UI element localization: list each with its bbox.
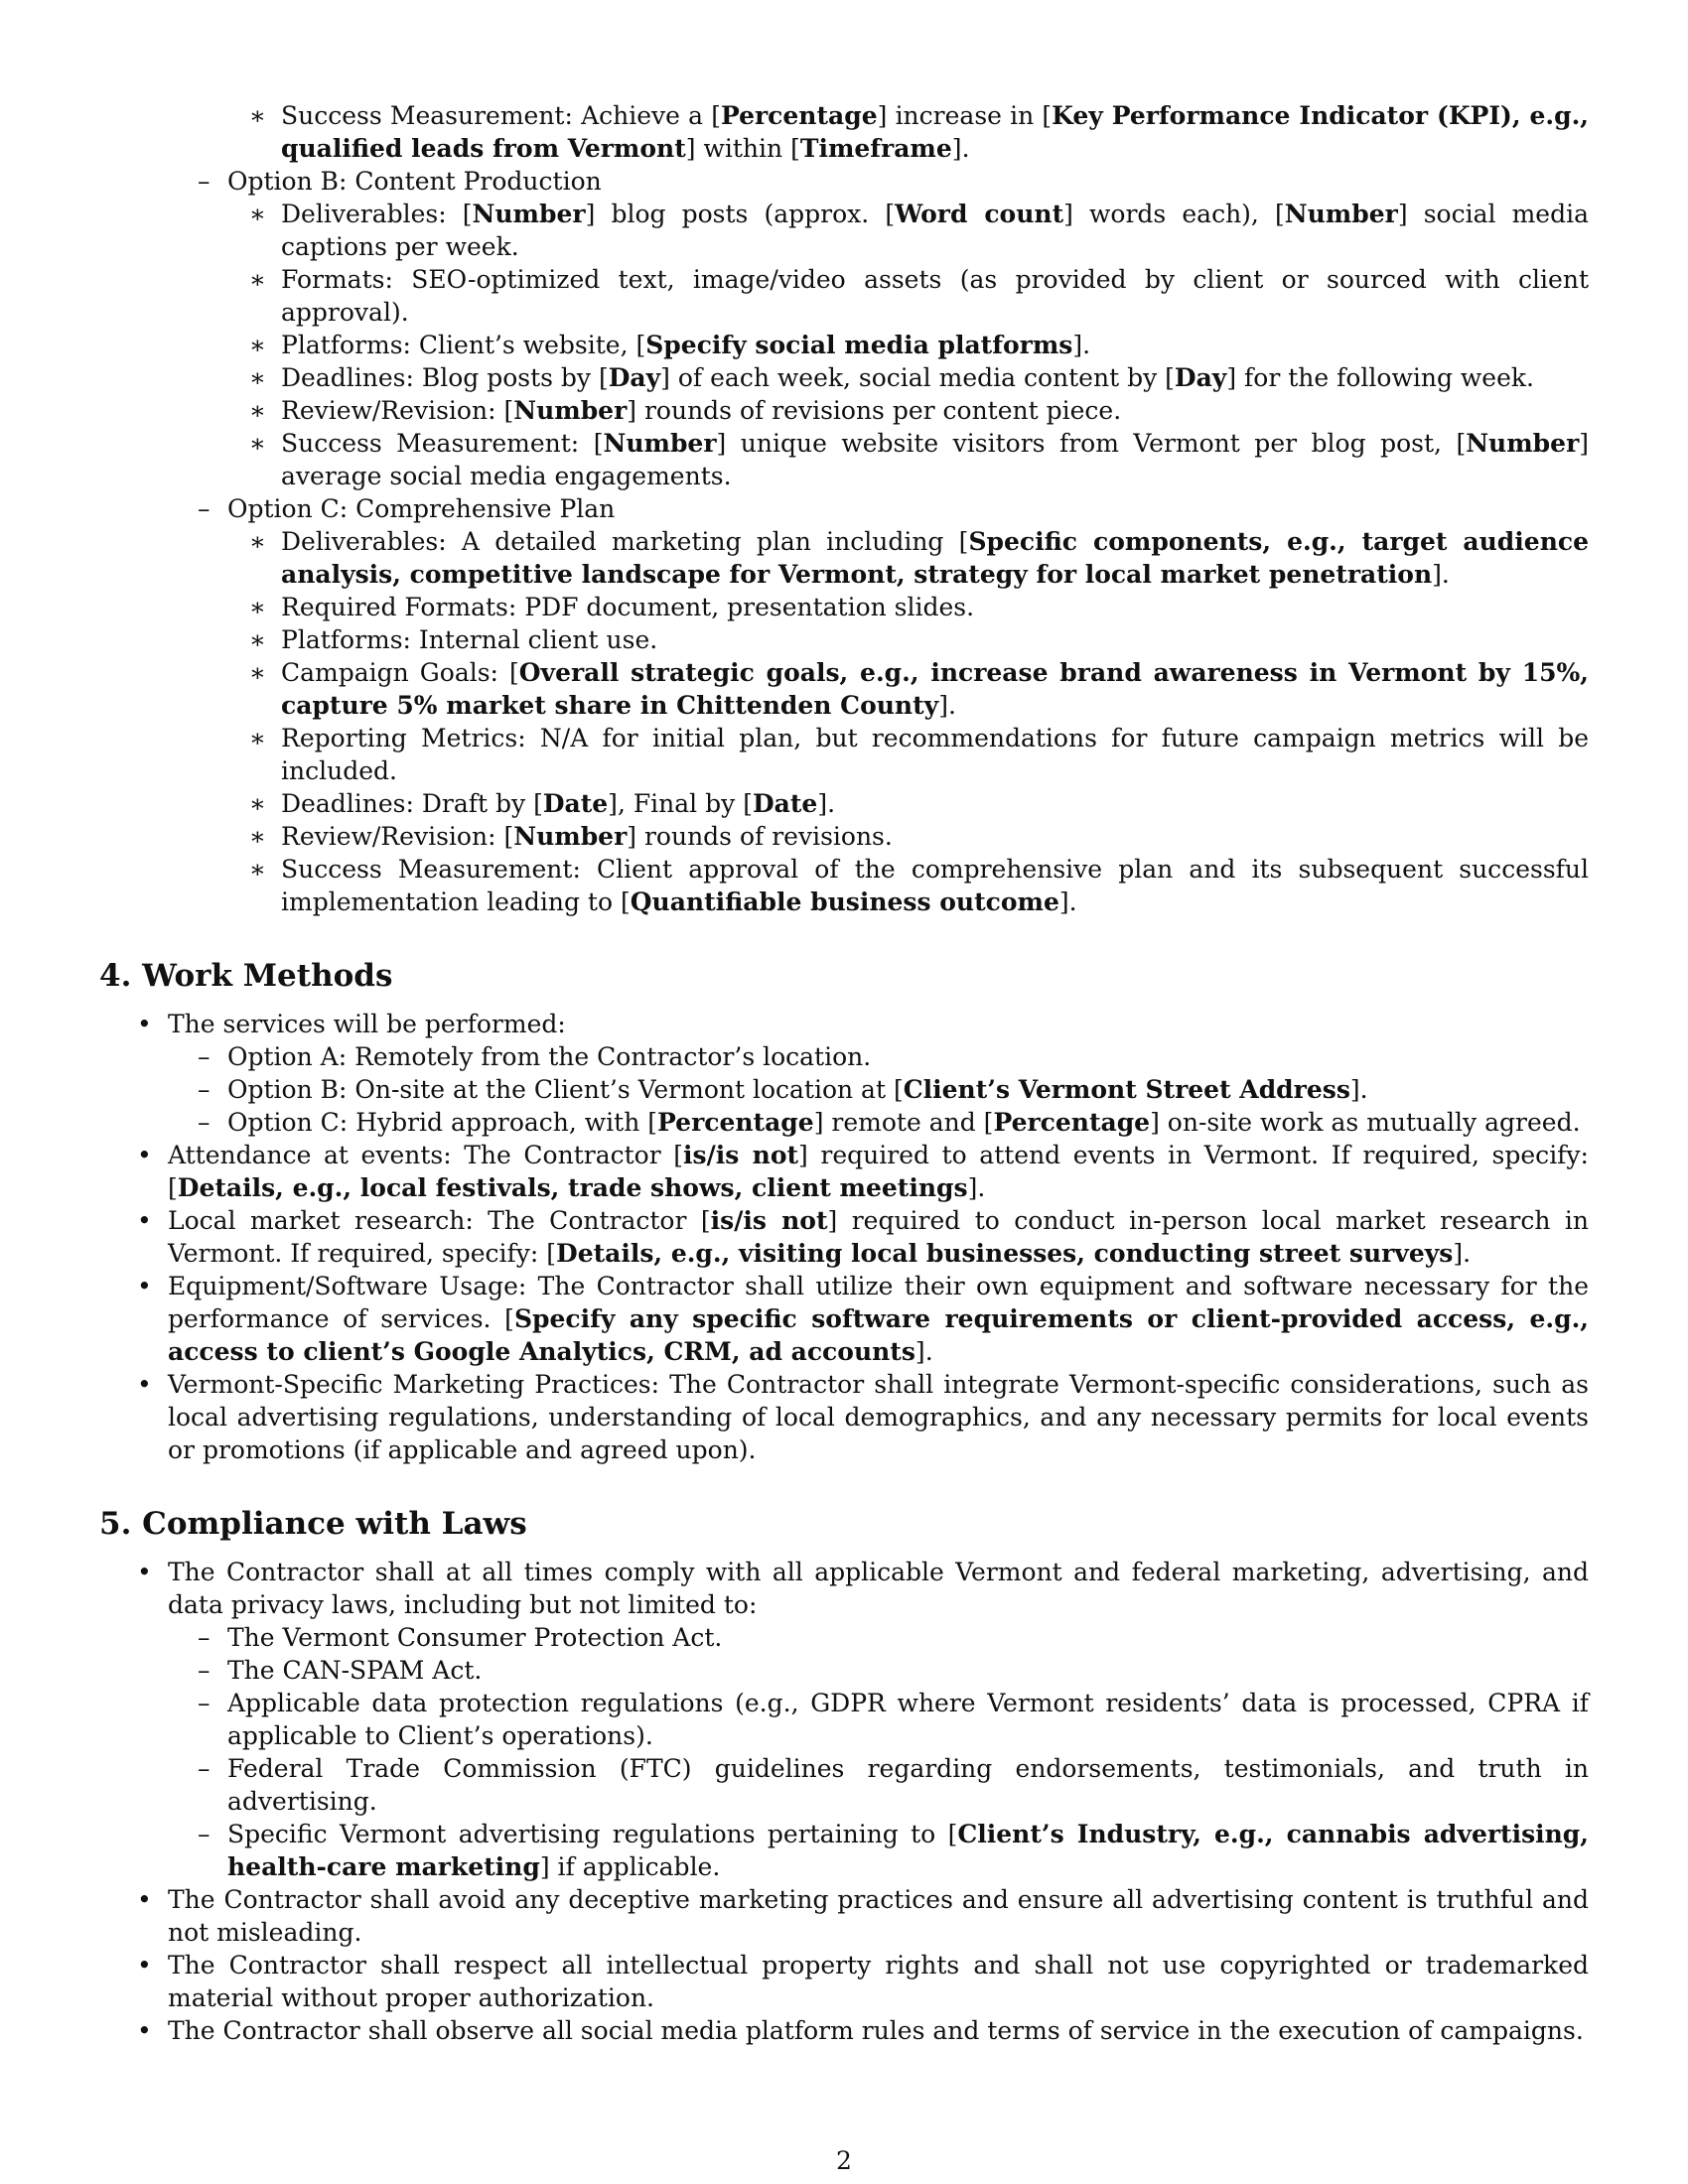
star-marker: ∗ <box>249 429 266 458</box>
placeholder-field: Specify any specific software requirements or client-provided access, e.g., access to client’s Google Analytics, CRM, ad accounts <box>168 1304 1589 1366</box>
bullet-marker: • <box>137 1951 152 1979</box>
placeholder-field: is/is not <box>683 1141 799 1169</box>
placeholder-field: Percentage <box>657 1108 814 1137</box>
placeholder-field: Percentage <box>720 101 878 130</box>
list-item: – Option B: On-site at the Client’s Vermont location at [Client’s Vermont Street Address]. <box>198 1075 1368 1104</box>
option-c-title: – Option C: Comprehensive Plan <box>198 494 616 523</box>
bullet-marker: • <box>137 1885 152 1914</box>
list-item: ∗ Deliverables: A detailed marketing plan including [Specific components, e.g., target audience analysis, competitive landscape for Vermont, strategy for local market penetration]. <box>249 527 1589 589</box>
placeholder-field: Day <box>608 363 661 392</box>
list-item: ∗ Platforms: Client’s website, [Specify social media platforms]. <box>249 331 1091 359</box>
dash-marker: – <box>198 1754 211 1783</box>
star-marker: ∗ <box>249 265 266 294</box>
placeholder-field: Percentage <box>993 1108 1151 1137</box>
placeholder-field: Word count <box>895 200 1064 228</box>
list-item: – Applicable data protection regulations (e.g., GDPR where Vermont residents’ data is processed, CPRA if applicable to Client’s operations). <box>198 1689 1589 1750</box>
placeholder-field: Number <box>603 429 717 458</box>
placeholder-field: Details, e.g., local festivals, trade shows, client meetings <box>177 1173 968 1202</box>
bullet-marker: • <box>137 1558 152 1586</box>
list-item: ∗ Campaign Goals: [Overall strategic goals, e.g., increase brand awareness in Vermont by 15%, capture 5% market share in Chittenden County]. <box>249 658 1589 720</box>
dash-marker: – <box>198 1623 211 1652</box>
work-location-options <box>99 1040 1589 1139</box>
list-item: ∗ Deliverables: [Number] blog posts (approx. [Word count] words each), [Number] social media captions per week. <box>249 200 1589 261</box>
section-heading-work-methods: 4. Work Methods <box>99 958 393 994</box>
star-marker: ∗ <box>249 593 266 621</box>
placeholder-field: Quantifiable business outcome <box>630 887 1059 916</box>
placeholder-field: is/is not <box>710 1206 828 1235</box>
placeholder-field: Number <box>513 396 628 425</box>
list-item: – Option C: Hybrid approach, with [Percentage] remote and [Percentage] on-site work as mutually agreed. <box>198 1108 1581 1137</box>
list-item: • The Contractor shall at all times comply with all applicable Vermont and federal marketing, advertising, and data privacy laws, including but not limited to: <box>137 1558 1589 1619</box>
star-marker: ∗ <box>249 363 266 392</box>
dash-marker: – <box>198 1075 211 1104</box>
star-marker: ∗ <box>249 724 266 752</box>
work-methods-items <box>99 1139 1589 1466</box>
section-heading-compliance: 5. Compliance with Laws <box>99 1506 527 1542</box>
document-body <box>99 99 1589 2047</box>
star-marker: ∗ <box>249 527 266 556</box>
placeholder-field: Overall strategic goals, e.g., increase brand awareness in Vermont by 15%, capture 5% market share in Chittenden County <box>281 658 1589 720</box>
dash-marker: – <box>198 1108 211 1137</box>
option-c-list <box>99 525 1589 918</box>
dash-marker: – <box>198 167 211 196</box>
list-item: ∗ Reporting Metrics: N/A for initial plan, but recommendations for future campaign metrics will be included. <box>249 724 1589 785</box>
list-item: ∗ Review/Revision: [Number] rounds of revisions per content piece. <box>249 396 1122 425</box>
placeholder-field: Number <box>472 200 586 228</box>
list-item: ∗ Success Measurement: [Number] unique website visitors from Vermont per blog post, [Number] average social media engagements. <box>249 429 1590 490</box>
dash-marker: – <box>198 1656 211 1685</box>
page-number: 2 <box>836 2146 852 2175</box>
bullet-marker: • <box>137 1141 152 1169</box>
placeholder-field: Day <box>1174 363 1227 392</box>
star-marker: ∗ <box>249 396 266 425</box>
compliance-items <box>99 1883 1589 2047</box>
bullet-marker: • <box>137 1010 152 1038</box>
list-item: – The CAN-SPAM Act. <box>198 1656 483 1685</box>
list-item: • Equipment/Software Usage: The Contractor shall utilize their own equipment and software necessary for the performance of services. [Specify any specific software requirements or client-provided access, e.g., access to client’s Google Analytics, CRM, ad accounts]. <box>137 1272 1589 1366</box>
section-3-continuation <box>99 99 1589 918</box>
list-item: • The services will be performed: <box>137 1010 566 1038</box>
bullet-marker: • <box>137 1206 152 1235</box>
section-4-list <box>99 1008 1589 1466</box>
list-item: ∗ Deadlines: Draft by [Date], Final by [Date]. <box>249 789 836 818</box>
list-item: ∗ Platforms: Internal client use. <box>249 625 658 654</box>
applicable-laws-list <box>99 1621 1589 1883</box>
star-marker: ∗ <box>249 855 266 884</box>
placeholder-field: Number <box>513 822 628 851</box>
list-item: • Attendance at events: The Contractor [is/is not] required to attend events in Vermont. If required, specify: [Details, e.g., local festivals, trade shows, client meetings]. <box>137 1141 1589 1202</box>
placeholder-field: Client’s Industry, e.g., cannabis advertising, health-care marketing <box>227 1820 1589 1881</box>
list-item: • Local market research: The Contractor [is/is not] required to conduct in-person local market research in Vermont. If required, specify: [Details, e.g., visiting local businesses, conducting street surveys]. <box>137 1206 1589 1268</box>
placeholder-field: Specific components, e.g., target audience analysis, competitive landscape for Vermont, strategy for local market penetration <box>281 527 1589 589</box>
placeholder-field: Number <box>1284 200 1398 228</box>
list-item: • The Contractor shall avoid any deceptive marketing practices and ensure all advertising content is truthful and not misleading. <box>137 1885 1589 1947</box>
dash-marker: – <box>198 1042 211 1071</box>
list-item: ∗ Success Measurement: Client approval of the comprehensive plan and its subsequent successful implementation leading to [Quantifiable business outcome]. <box>249 855 1589 916</box>
star-marker: ∗ <box>249 789 266 818</box>
placeholder-field: Client’s Vermont Street Address <box>903 1075 1350 1104</box>
list-item: – Specific Vermont advertising regulations pertaining to [Client’s Industry, e.g., cannabis advertising, health-care marketing] if applicable. <box>198 1820 1589 1881</box>
list-item: ∗ Deadlines: Blog posts by [Day] of each week, social media content by [Day] for the following week. <box>249 363 1534 392</box>
dash-marker: – <box>198 1689 211 1717</box>
star-marker: ∗ <box>249 658 266 687</box>
placeholder-field: Timeframe <box>799 134 952 163</box>
dash-marker: – <box>198 494 211 523</box>
list-item: ∗ Formats: SEO-optimized text, image/video assets (as provided by client or sourced with client approval). <box>249 265 1589 327</box>
star-marker: ∗ <box>249 625 266 654</box>
star-marker: ∗ <box>249 200 266 228</box>
list-item: – Option A: Remotely from the Contractor’s location. <box>198 1042 872 1071</box>
placeholder-field: Key Performance Indicator (KPI), e.g., qualified leads from Vermont <box>281 101 1589 163</box>
placeholder-field: Number <box>1466 429 1580 458</box>
option-b-list <box>99 198 1589 492</box>
placeholder-field: Date <box>752 789 818 818</box>
list-item: – The Vermont Consumer Protection Act. <box>198 1623 723 1652</box>
star-marker: ∗ <box>249 822 266 851</box>
dash-marker: – <box>198 1820 211 1848</box>
section-5-list <box>99 1556 1589 2047</box>
list-item: • Vermont-Specific Marketing Practices: The Contractor shall integrate Vermont-specific considerations, such as local advertising regulations, understanding of local demographics, and any necessary permits for local events or promotions (if applicable and agreed upon). <box>137 1370 1589 1464</box>
option-b-title: – Option B: Content Production <box>198 167 602 196</box>
star-marker: ∗ <box>249 101 266 130</box>
bullet-marker: • <box>137 1370 152 1399</box>
list-item: – Federal Trade Commission (FTC) guidelines regarding endorsements, testimonials, and truth in advertising. <box>198 1754 1589 1816</box>
placeholder-field: Specify social media platforms <box>645 331 1073 359</box>
list-item: • The Contractor shall respect all intellectual property rights and shall not use copyrighted or trademarked material without proper authorization. <box>137 1951 1589 2012</box>
bullet-marker: • <box>137 1272 152 1300</box>
list-item: ∗ Success Measurement: Achieve a [Percentage] increase in [Key Performance Indicator (KPI), e.g., qualified leads from Vermont] within [Timeframe]. <box>249 101 1589 163</box>
bullet-marker: • <box>137 2016 152 2045</box>
list-item: ∗ Review/Revision: [Number] rounds of revisions. <box>249 822 893 851</box>
list-item: • The Contractor shall observe all social media platform rules and terms of service in the execution of campaigns. <box>137 2016 1584 2045</box>
star-marker: ∗ <box>249 331 266 359</box>
list-item: ∗ Required Formats: PDF document, presentation slides. <box>249 593 975 621</box>
placeholder-field: Details, e.g., visiting local businesses, conducting street surveys <box>556 1239 1454 1268</box>
placeholder-field: Date <box>542 789 609 818</box>
